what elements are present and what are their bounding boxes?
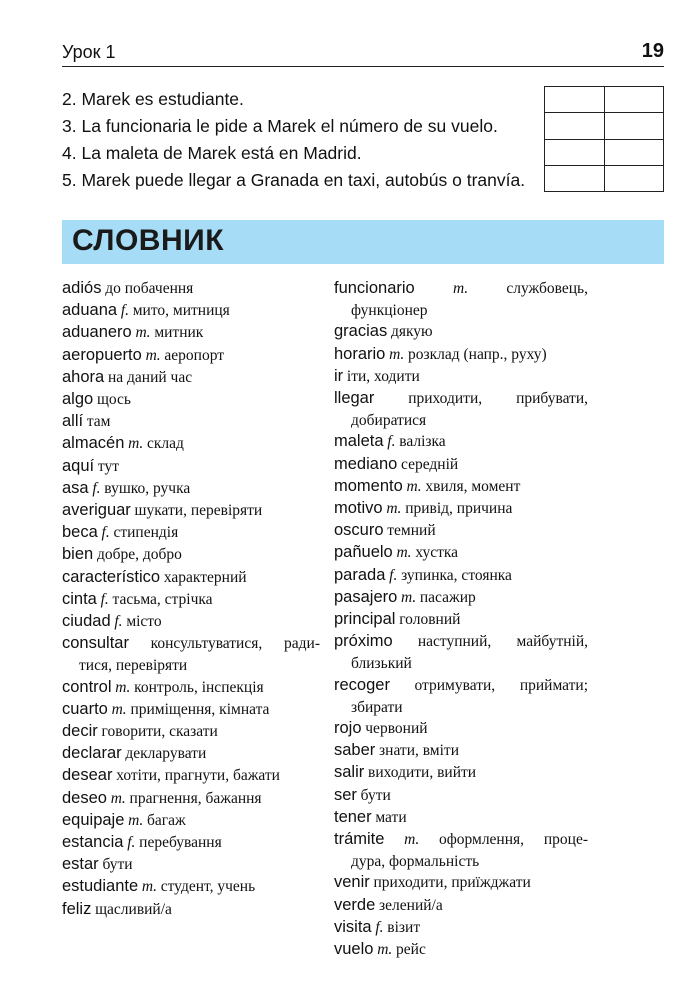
translation: головний [399,611,461,629]
gender-marker: m. [386,500,402,518]
translation: бути [102,856,133,874]
vocab-entry [62,854,320,876]
statement: 3. La funcionaria le pide a Marek el número de su vuelo. [62,116,498,136]
translation: розклад (напр., руху) [407,345,547,363]
vocab-entry-line [334,740,588,762]
headword: maleta [334,432,384,451]
headword: aduana [62,301,118,320]
gender-marker: f. [389,566,398,584]
answer-cell[interactable] [545,113,605,139]
translation: знати, вміти [379,742,459,760]
vocab-entry [62,899,320,921]
translation: характерний [163,568,247,586]
headword: ir [334,366,344,385]
gender-marker: f. [387,433,396,451]
vocab-entry-line [334,542,588,564]
translation: дякую [390,323,433,341]
translation: прагнення, бажання [129,789,262,807]
vocab-entry [334,872,588,894]
vocab-entry-line [334,917,588,939]
translation: хотіти, прагнути, бажати [116,767,280,785]
gender-marker: f. [120,302,129,320]
headword: principal [334,610,396,629]
headword: verde [334,895,376,914]
vocab-entry-line [334,609,588,631]
vocab-entry-line [62,810,320,832]
translation: рейс [396,941,426,959]
vocab-entry-line [334,476,588,498]
vocab-entry-line [62,411,320,433]
vocab-entry-line [62,611,320,633]
gender-marker: m. [128,811,144,829]
headword: aduanero [62,323,132,342]
answer-cell[interactable] [545,165,605,191]
vocab-entry-line [62,322,320,344]
translation-continued: дура, формальність [351,853,480,871]
vocab-entry [334,476,588,498]
section-title: СЛОВНИК [72,224,225,257]
translation-continued: функціонер [351,302,428,320]
headword: pañuelo [334,543,393,562]
vocab-entry [62,367,320,389]
headword: declarar [62,744,122,763]
vocab-entry-line [334,675,588,697]
gender-marker: f. [375,918,384,936]
vocab-entry [62,589,320,611]
vocab-entry [62,389,320,411]
gender-marker: f. [114,613,123,631]
vocab-entry [62,788,320,810]
gender-marker: m. [141,878,157,896]
vocab-entry-line [62,456,320,478]
vocab-entry-line [62,367,320,389]
answer-grid [544,86,664,192]
vocab-entry [62,567,320,589]
gender-marker: m. [145,346,161,364]
answer-cell[interactable] [604,87,664,113]
headword: estudiante [62,877,139,896]
vocab-entry [62,322,320,344]
translation: хвиля, момент [425,477,521,495]
gender-marker: f. [92,479,101,497]
headword: almacén [62,434,125,453]
exercise-statements [62,86,542,194]
headword: averiguar [62,501,131,520]
lesson-label: Урок 1 [62,42,116,62]
translation: іти, ходити [346,367,420,385]
vocab-entry-line [334,718,588,740]
vocab-entry [62,433,320,455]
headword: consultar [62,634,129,653]
headword: equipaje [62,810,125,829]
vocab-column-right [334,278,588,961]
vocab-entry [62,721,320,743]
headword: ciudad [62,612,111,631]
translation: бути [360,786,391,804]
headword: estar [62,855,99,874]
translation: склад [146,435,184,453]
translation: щось [96,391,131,409]
headword: funcionario [334,279,415,297]
headword: decir [62,722,98,741]
headword: cinta [62,589,97,608]
vocab-entry-line [62,677,320,699]
translation: оформлення, проце- [438,831,588,849]
vocab-entry [334,718,588,740]
vocab-entry [62,345,320,367]
vocab-entry [334,740,588,762]
translation: темний [387,522,436,540]
translation: шукати, перевіряти [134,502,263,520]
headword: gracias [334,322,388,341]
gender-marker: m. [396,544,412,562]
translation: місто [126,613,162,631]
vocab-entry [334,321,588,343]
vocab-entry [62,300,320,322]
vocab-entry-line [62,433,320,455]
vocab-entry [334,917,588,939]
vocab-entry [62,411,320,433]
vocab-entry [334,895,588,917]
translation: там [86,413,111,431]
vocab-entry [334,454,588,476]
vocab-entry [62,832,320,854]
answer-cell[interactable] [604,165,664,191]
headword: bien [62,545,94,564]
vocab-entry [334,675,588,718]
vocab-entry [334,785,588,807]
gender-marker: m. [110,789,126,807]
gender-marker: f. [100,590,109,608]
vocab-entry [334,939,588,961]
translation-continued: близький [351,655,412,673]
vocab-entry [62,278,320,300]
vocab-entry [62,522,320,544]
vocab-entry [62,633,320,676]
vocab-entry [334,542,588,564]
headword: cuarto [62,699,108,718]
vocab-entry-line [62,345,320,367]
translation: стипендія [113,524,179,542]
translation: службовець, [506,280,588,297]
headword: próximo [334,632,393,651]
answer-row [545,87,664,113]
translation: виходити, вийти [368,764,477,782]
headword: ahora [62,367,105,386]
headword: visita [334,917,372,936]
gender-marker: m. [389,345,405,363]
headword: parada [334,565,386,584]
vocab-entry-line [334,344,588,366]
translation: приходити, приїжджати [373,874,531,892]
answer-cell[interactable] [545,139,605,165]
translation: отримувати, приймати; [414,676,589,694]
vocab-entry-line [334,785,588,807]
headword: adiós [62,279,102,297]
translation: мито, митниця [132,302,230,320]
vocab-entry [334,609,588,631]
answer-row [545,139,664,165]
headword: trámite [334,830,385,849]
translation: хустка [415,544,459,562]
vocab-column-left [62,278,320,921]
vocab-entry [62,876,320,898]
translation: багаж [146,811,186,829]
statement: 2. Marek es estudiante. [62,89,244,109]
headword: pasajero [334,587,398,606]
gender-marker: m. [377,941,393,959]
headword: algo [62,390,94,409]
translation: студент, учень [160,878,256,896]
translation: аеропорт [164,346,225,364]
vocab-entry-line [334,431,588,453]
translation: мати [375,808,407,826]
headword: salir [334,763,365,782]
vocab-entry-line [334,321,588,343]
vocab-entry [62,810,320,832]
vocab-entry-line [334,631,588,653]
vocab-entry-line [62,743,320,765]
vocab-entry-line [62,389,320,411]
vocab-entry-line [334,498,588,520]
headword: tener [334,807,372,826]
translation: вушко, ручка [104,479,191,497]
vocab-entry [334,366,588,388]
headword: característico [62,567,161,586]
vocab-entry [62,611,320,633]
vocab-entry-line [62,567,320,589]
headword: vuelo [334,940,374,959]
vocab-entry [334,762,588,784]
answer-cell[interactable] [604,113,664,139]
translation-continued: тися, перевіряти [79,657,188,675]
translation: перебування [139,834,222,852]
answer-row [545,113,664,139]
page-header [62,40,664,67]
headword: momento [334,476,403,495]
translation-continued: добиратися [351,412,427,430]
vocab-entry [62,699,320,721]
vocab-entry [62,478,320,500]
translation-continued: збирати [351,698,403,716]
vocab-entry-line [62,633,320,655]
vocab-entry [62,456,320,478]
headword: allí [62,412,84,431]
vocab-entry-line [62,500,320,522]
headword: aeropuerto [62,345,142,364]
gender-marker: m. [401,588,417,606]
answer-cell[interactable] [604,139,664,165]
vocab-entry [62,500,320,522]
translation: візит [387,918,421,936]
vocab-entry-line [62,788,320,810]
translation: зелений/а [379,896,443,914]
headword: oscuro [334,521,384,540]
vocab-entry [334,344,588,366]
translation: зупинка, стоянка [401,566,512,584]
headword: asa [62,478,89,497]
translation: декларувати [125,745,207,763]
headword: control [62,677,112,696]
vocab-entry-line [62,876,320,898]
headword: ser [334,785,357,804]
headword: deseo [62,788,107,807]
translation: говорити, сказати [101,723,218,741]
vocab-entry-line [334,454,588,476]
vocab-entry-line [334,807,588,829]
statement: 5. Marek puede llegar a Granada en taxi, autobús o tranvía. [62,170,526,190]
gender-marker: m. [111,700,127,718]
headword: motivo [334,499,383,518]
vocab-entry-line [334,388,588,410]
vocab-entry [334,431,588,453]
vocab-entry-line [334,762,588,784]
vocab-entry-line [334,872,588,894]
answer-cell[interactable] [545,87,605,113]
headword: venir [334,873,370,892]
vocab-entry [334,565,588,587]
gender-marker: m. [404,831,420,849]
statement: 4. La maleta de Marek está en Madrid. [62,143,362,163]
translation: привід, причина [405,500,513,518]
vocab-entry-line [334,829,588,851]
vocab-entry [334,807,588,829]
headword: horario [334,344,386,363]
vocab-entry-line [62,832,320,854]
translation: добре, добро [96,546,182,564]
gender-marker: f. [101,524,110,542]
headword: saber [334,741,376,760]
gender-marker: m. [406,477,422,495]
translation: консультуватися, ради- [150,635,320,653]
gender-marker: m. [115,678,131,696]
answer-row [545,165,664,191]
vocab-entry-line [62,300,320,322]
translation: до побачення [105,280,194,297]
headword: beca [62,523,98,542]
page-number: 19 [641,40,664,62]
translation: митник [154,324,204,342]
headword: recoger [334,675,390,694]
vocab-entry-line [334,939,588,961]
translation: на даний час [107,368,193,386]
vocab-entry-line [62,699,320,721]
vocab-entry-line [334,278,588,300]
vocab-entry-line [334,520,588,542]
headword: llegar [334,389,375,408]
vocab-entry [334,631,588,674]
headword: desear [62,766,113,785]
vocab-entry [62,743,320,765]
vocab-entry [334,520,588,542]
vocab-entry [334,278,588,321]
translation: контроль, інспекція [134,678,264,696]
gender-marker: m. [453,280,469,297]
translation: тут [97,457,119,475]
headword: rojo [334,719,362,738]
translation: тасьма, стрічка [112,590,213,608]
translation: приходити, прибувати, [408,390,588,408]
vocab-entry [334,388,588,431]
vocab-entry-line [62,854,320,876]
vocab-entry-line [62,721,320,743]
vocab-entry [62,765,320,787]
translation: червоний [365,720,428,738]
vocab-entry [62,544,320,566]
vocab-entry [334,829,588,872]
vocab-entry [62,677,320,699]
translation: наступний, майбутній, [417,633,588,651]
headword: estancia [62,833,124,852]
vocab-entry-line [62,589,320,611]
vocab-entry-line [62,478,320,500]
gender-marker: m. [135,324,151,342]
section-banner [62,220,664,264]
translation: середній [401,455,459,473]
translation: пасажир [419,588,476,606]
vocab-entry-line [62,765,320,787]
gender-marker: m. [128,435,144,453]
translation: щасливий/а [95,900,172,918]
vocab-entry-line [334,366,588,388]
vocab-entry-line [334,565,588,587]
headword: aquí [62,456,95,475]
vocab-entry-line [334,587,588,609]
vocab-entry [334,498,588,520]
headword: feliz [62,899,92,918]
gender-marker: f. [127,834,136,852]
translation: приміщення, кімната [130,700,270,718]
vocab-entry-line [62,544,320,566]
vocab-entry-line [62,278,320,300]
translation: валізка [399,433,446,451]
vocab-entry-line [334,895,588,917]
vocab-entry-line [62,899,320,921]
vocab-entry [334,587,588,609]
vocab-entry-line [62,522,320,544]
headword: mediano [334,454,398,473]
